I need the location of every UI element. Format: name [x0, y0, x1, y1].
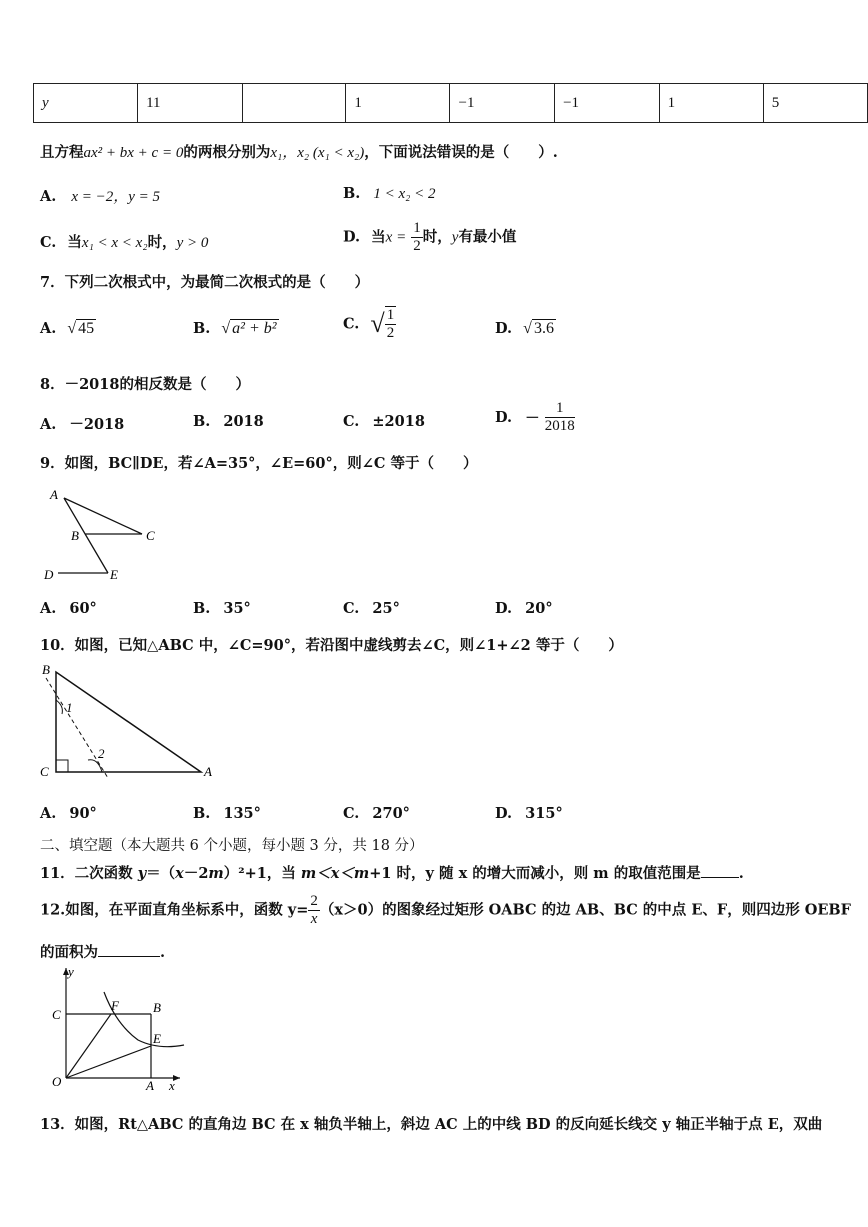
option-math: y: [451, 229, 459, 246]
option-label: B.: [193, 805, 211, 822]
q12-stem: [40, 893, 851, 928]
label-f: F: [111, 998, 119, 1013]
option-text: －: [525, 410, 540, 427]
option-math: x =: [385, 229, 407, 246]
value-table: [33, 83, 868, 123]
label-x: x: [169, 1078, 175, 1092]
q6-stem-text: 且方程: [40, 144, 84, 161]
option-label: A.: [40, 320, 57, 337]
radicand: 45: [78, 320, 95, 337]
option-text: 270°: [372, 805, 410, 822]
q12-text: 的面积为: [40, 944, 98, 961]
option-label: A.: [40, 805, 57, 822]
label-c: C: [40, 764, 49, 779]
sqrt-expression: √ 3.6: [523, 320, 554, 337]
option-text: 2018: [223, 413, 264, 430]
numerator: 1: [413, 220, 421, 236]
option-label: D.: [495, 600, 513, 617]
option-text: 315°: [525, 805, 563, 822]
option-label: B.: [193, 600, 211, 617]
option-label: D.: [343, 228, 361, 246]
q8-option-c: [343, 413, 425, 430]
option-label: C.: [343, 315, 360, 333]
table-cell: [242, 84, 346, 123]
q11-var: m: [208, 865, 224, 882]
fraction: [545, 400, 575, 435]
label-angle-2: 2: [98, 746, 105, 761]
option-text: 60°: [69, 600, 97, 617]
denominator: x: [310, 911, 318, 927]
q11-text: .: [738, 865, 744, 882]
q7-stem: 7．下列二次根式中，为最简二次根式的是（ ）: [40, 274, 370, 291]
q9-option-c: [343, 600, 400, 617]
q11-text: y 随 x 的增大而减小，则 m 的取值范围是: [425, 865, 701, 882]
sqrt-expression: √ 45: [67, 320, 95, 337]
q8-option-a: [40, 413, 124, 434]
q7-option-a: [40, 320, 96, 338]
label-b: B: [153, 1000, 161, 1015]
option-text: 20°: [525, 600, 553, 617]
option-text: 25°: [372, 600, 400, 617]
table-cell: 11: [138, 84, 243, 123]
option-text: 有最小值: [458, 228, 517, 246]
q7-option-c: [343, 306, 396, 342]
q11-stem: [40, 862, 744, 883]
table-row: [34, 84, 868, 123]
option-label: B.: [193, 320, 211, 337]
label-c: C: [146, 528, 155, 543]
option-text: 90°: [69, 805, 97, 822]
option-label: C.: [343, 413, 360, 430]
option-label: C.: [343, 600, 360, 617]
option-text: 当: [371, 228, 386, 246]
label-e: E: [153, 1031, 161, 1046]
label-b: B: [71, 528, 79, 543]
q11-text: +1 时，: [369, 865, 426, 882]
option-text: 时，: [147, 234, 177, 251]
option-math: y > 0: [176, 235, 209, 251]
denominator: 2: [386, 325, 395, 341]
option-text: x = −2，y = 5: [71, 189, 161, 205]
option-label: B.: [193, 413, 211, 430]
option-label: A.: [40, 416, 57, 433]
q6-option-c: [40, 231, 208, 252]
option-text: 当: [67, 234, 82, 251]
numerator: 2: [310, 893, 318, 909]
table-cell: −1: [555, 84, 660, 123]
fraction: [411, 220, 423, 255]
option-text: 时，: [422, 228, 452, 246]
q13-stem: 13．如图，Rt△ABC 的直角边 BC 在 x 轴负半轴上，斜边 AC 上的中线 BD 的反向延长线交 y 轴正半轴于点 E，双曲: [40, 1116, 823, 1133]
label-a: A: [204, 764, 212, 779]
q9-option-b: [193, 600, 251, 617]
q6-option-d: [343, 220, 516, 255]
q11-condition: m＜x＜m: [300, 865, 370, 882]
q12-stem-line2: [40, 941, 165, 962]
q12-figure: [38, 962, 188, 1092]
q6-roots: x₁，x₂ (x₁ < x₂): [270, 145, 365, 161]
q12-text: .: [160, 944, 166, 961]
table-cell: y: [34, 84, 138, 123]
option-label: C.: [343, 805, 360, 822]
table-cell: 1: [346, 84, 450, 123]
q10-stem: 10．如图，已知△ABC 中，∠C=90°，若沿图中虚线剪去∠C，则∠1+∠2 等于（ ）: [40, 637, 623, 654]
sqrt-expression: √: [370, 309, 385, 338]
q12-text: 12.如图，在平面直角坐标系中，函数 y=: [40, 901, 309, 919]
q11-text: 11．二次函数: [40, 865, 138, 882]
q8-option-d: [495, 400, 575, 435]
label-a: A: [146, 1078, 154, 1092]
option-text: 1 < x₂ < 2: [373, 186, 436, 202]
section-title: 二、填空题（本大题共 6 个小题，每小题 3 分，共 18 分）: [40, 838, 424, 854]
option-label: D.: [495, 409, 513, 426]
answer-blank[interactable]: [701, 877, 739, 878]
segment-oe: [66, 1046, 151, 1078]
q8-option-b: [193, 413, 264, 430]
q10-option-b: [193, 805, 261, 822]
table-cell: 1: [659, 84, 763, 123]
answer-blank[interactable]: [98, 956, 160, 957]
option-text: 135°: [223, 805, 261, 822]
segment-of: [66, 1014, 111, 1078]
sqrt-expression: √ a² + b²: [221, 320, 277, 337]
q11-var: x: [175, 865, 184, 882]
table-cell: −1: [450, 84, 555, 123]
angle-2-arc: [88, 760, 102, 772]
q9-figure: [40, 484, 162, 584]
q10-figure: [36, 660, 221, 780]
fraction: [308, 893, 320, 928]
q9-option-d: [495, 600, 553, 617]
fraction: [385, 306, 397, 342]
q9-stem: 9．如图，BC∥DE，若∠A=35°，∠E=60°，则∠C 等于（ ）: [40, 455, 478, 472]
option-label: D.: [495, 320, 513, 337]
q11-text: ）²+1，当: [223, 865, 301, 882]
label-d: D: [44, 567, 54, 582]
option-text: －2018: [69, 416, 125, 433]
q7-option-b: [193, 320, 279, 338]
q11-text: －2: [183, 865, 209, 882]
q10-option-c: [343, 805, 410, 822]
q6-equation: ax² + bx + c = 0: [83, 145, 184, 161]
option-text: ±2018: [372, 413, 425, 430]
option-label: C.: [40, 234, 57, 251]
label-angle-1: 1: [66, 700, 73, 715]
q10-option-d: [495, 805, 563, 822]
q6-stem-text: ，下面说法错误的是（ ）.: [364, 144, 558, 161]
radicand: 3.6: [533, 320, 554, 337]
numerator: 1: [386, 307, 395, 323]
q8-stem: 8．－2018的相反数是（ ）: [40, 376, 250, 393]
option-label: D.: [495, 805, 513, 822]
label-o: O: [52, 1074, 62, 1089]
denominator: 2018: [544, 418, 575, 434]
option-label: B.: [343, 185, 361, 202]
option-text: 35°: [223, 600, 251, 617]
option-label: A.: [40, 600, 57, 617]
q9-option-a: [40, 600, 97, 617]
option-label: A.: [40, 188, 57, 205]
label-a: A: [50, 487, 58, 502]
q6-option-b: [343, 185, 436, 203]
triangle-abc: [56, 672, 201, 772]
label-c: C: [52, 1007, 61, 1022]
radicand: a² + b²: [232, 320, 277, 337]
q6-option-a: [40, 185, 160, 206]
table-cell: 5: [763, 84, 867, 123]
numerator: 1: [545, 400, 575, 418]
q10-option-a: [40, 805, 97, 822]
right-angle-mark: [56, 760, 68, 772]
q6-stem-text: 的两根分别为: [183, 144, 271, 161]
q7-option-d: [495, 320, 556, 338]
label-b: B: [42, 662, 50, 677]
q11-text: ＝（: [146, 865, 176, 882]
q12-text: （x＞0）的图象经过矩形 OABC 的边 AB、BC 的中点 E、F，则四边形 OEBF: [319, 901, 851, 919]
label-e: E: [110, 567, 118, 582]
q11-var: y: [137, 865, 147, 882]
denominator: 2: [413, 238, 421, 254]
q6-stem: [40, 141, 558, 162]
option-math: x₁ < x < x₂: [81, 235, 148, 251]
label-y: y: [68, 964, 74, 979]
